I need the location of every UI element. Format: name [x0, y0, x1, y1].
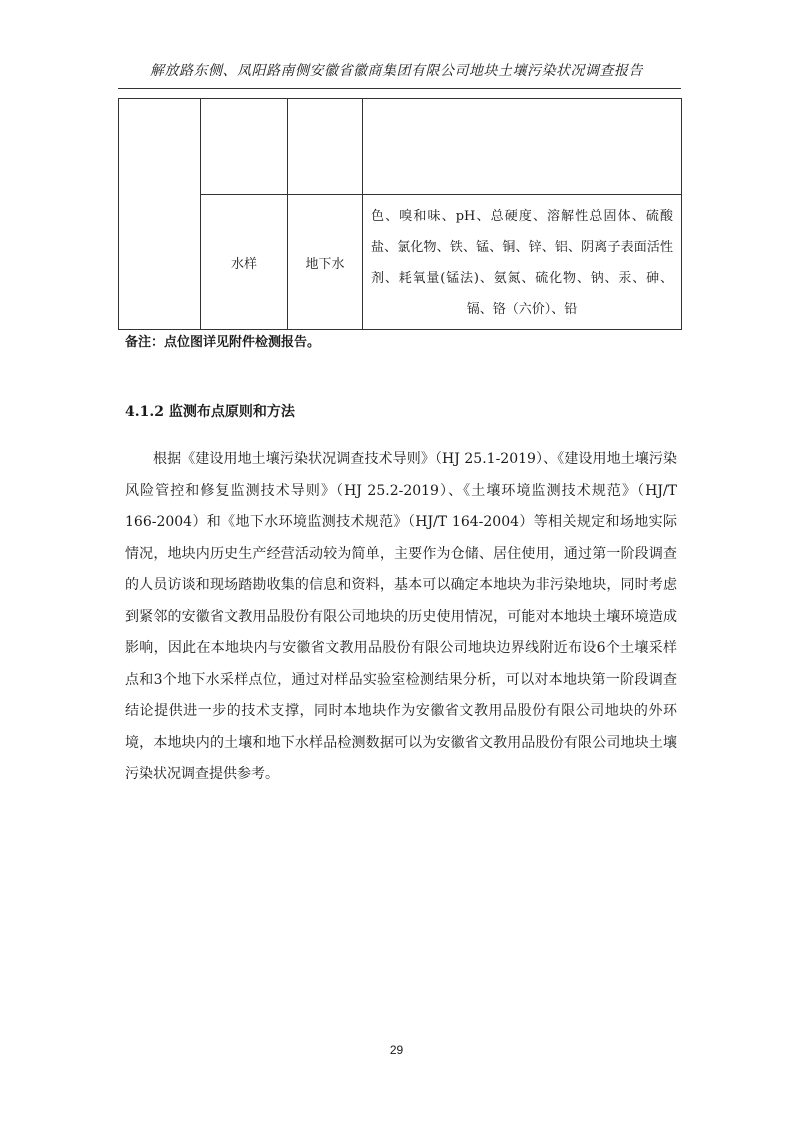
- table-cell: [288, 99, 363, 195]
- table-cell: [119, 99, 201, 330]
- medium-cell: 地下水: [288, 195, 363, 330]
- table-cell: [363, 99, 682, 195]
- table-row: [119, 195, 682, 330]
- section-heading: 4.1.2 监测布点原则和方法: [125, 404, 295, 420]
- table-cell: [201, 99, 288, 195]
- page-header: 解放路东侧、凤阳路南侧安徽省徽商集团有限公司地块土壤污染状况调查报告: [150, 63, 643, 79]
- table-note: 备注：点位图详见附件检测报告。: [125, 335, 321, 350]
- test-items-cell: 色、嗅和味、pH、总硬度、溶解性总固体、硫酸盐、氯化物、铁、锰、铜、锌、铝、阴离子表面活性剂、耗氧量(锰法)、氨氮、硫化物、钠、汞、砷、镉、铬（六价）、铅: [363, 195, 682, 330]
- table-row: [119, 99, 682, 195]
- monitoring-table: [118, 98, 682, 330]
- header-divider: [118, 88, 681, 89]
- page-number: 29: [389, 1043, 404, 1057]
- sample-type-cell: 水样: [201, 195, 288, 330]
- body-paragraph: 根据《建设用地土壤污染状况调查技术导则》（HJ 25.1-2019）、《建设用地土壤污染风险管控和修复监测技术导则》（HJ 25.2-2019）、《土壤环境监测技术规范》（HJ/T 166-2004）和《地下水环境监测技术规范》（HJ/T 164-2004）等相关规定和场地实际情况，地块内历史生产经营活动较为简单，主要作为仓储、居住使用，通过第一阶段调查的人员访谈和现场踏勘收集的信息和资料，基本可以确定本地块为非污染地块，同时考虑到紧邻的安徽省文教用品股份有限公司地块的历史使用情况，可能对本地块土壤环境造成影响，因此在本地块内与安徽省文教用品股份有限公司地块边界线附近布设6个土壤采样点和3个地下水采样点位，通过对样品实验室检测结果分析，可以对本地块第一阶段调查结论提供进一步的技术支撑，同时本地块作为安徽省文教用品股份有限公司地块的外环境，本地块内的土壤和地下水样品检测数据可以为安徽省文教用品股份有限公司地块土壤污染状况调查提供参考。: [125, 451, 677, 782]
